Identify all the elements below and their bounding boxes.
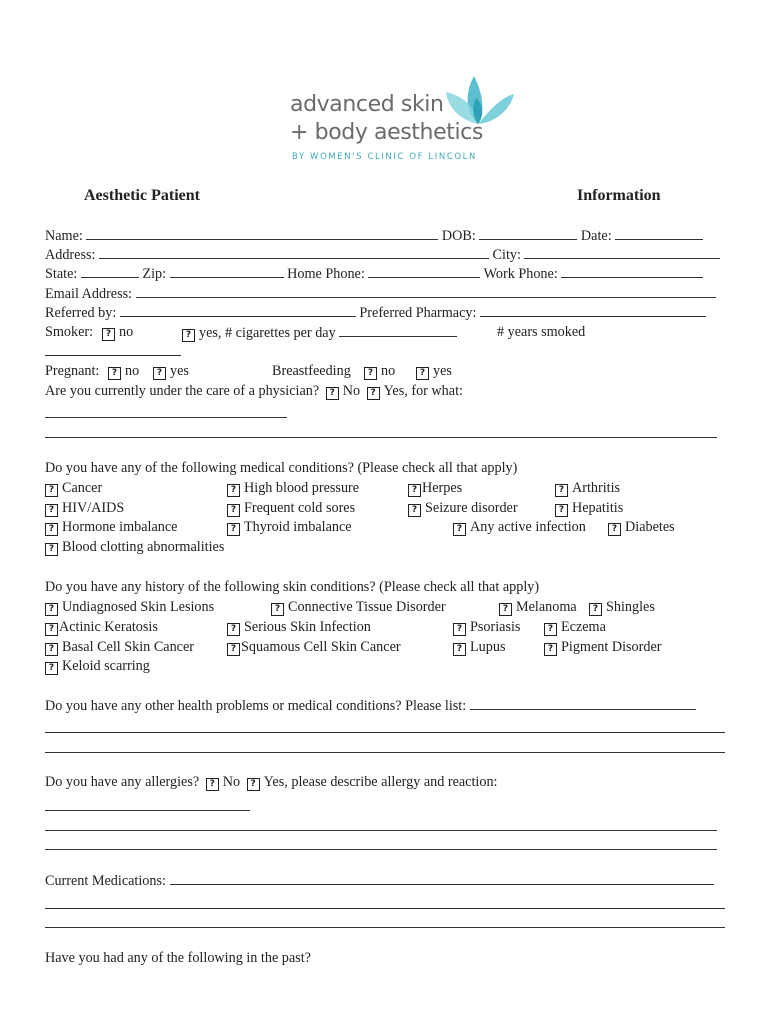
checkbox[interactable]: ? [608, 523, 621, 536]
city-label: City: [492, 247, 521, 263]
pharmacy-label: Preferred Pharmacy: [359, 305, 477, 321]
medical-option[interactable] [45, 539, 224, 556]
option-label: HIV/AIDS [62, 500, 125, 516]
name-label: Name: [45, 228, 83, 244]
other-health-question: Do you have any other health problems or medical conditions? Please list: [45, 698, 467, 714]
checkbox[interactable]: ? [108, 367, 121, 380]
years-smoked-label: # years smoked [497, 324, 586, 340]
logo-line-1: advanced skin [290, 92, 444, 117]
checkbox[interactable]: ? [45, 623, 58, 636]
skin-option[interactable] [45, 599, 214, 616]
checkbox[interactable]: ? [589, 603, 602, 616]
skin-option[interactable] [453, 639, 505, 656]
other-health-field[interactable] [470, 697, 696, 710]
option-label: Lupus [470, 639, 506, 655]
option-label: Keloid scarring [62, 658, 150, 674]
medications-line[interactable] [45, 908, 725, 909]
cigarettes-field[interactable] [339, 324, 457, 337]
pregnant-yes-option[interactable] [153, 363, 189, 380]
option-label: Shingles [606, 599, 655, 615]
option-label: Squamous Cell Skin Cancer [241, 639, 401, 655]
option-label: Connective Tissue Disorder [288, 599, 446, 615]
email-field[interactable] [136, 285, 716, 298]
checkbox[interactable]: ? [453, 523, 466, 536]
home-phone-label: Home Phone: [287, 266, 365, 282]
checkbox[interactable]: ? [45, 543, 58, 556]
dob-label: DOB: [441, 228, 476, 244]
checkbox[interactable]: ? [408, 484, 421, 497]
option-label: Basal Cell Skin Cancer [62, 639, 194, 655]
email-row [45, 285, 716, 303]
page-title-right: Information [577, 187, 661, 204]
allergies-yes-label: Yes, please describe allergy and reaction: [263, 774, 498, 790]
city-field[interactable] [524, 246, 720, 259]
allergies-question: Do you have any allergies? [45, 774, 200, 790]
checkbox[interactable]: ? [153, 367, 166, 380]
option-label: Psoriasis [470, 619, 521, 635]
years-smoked-field[interactable] [45, 355, 181, 356]
name-field[interactable] [86, 227, 438, 240]
medical-option[interactable] [227, 519, 352, 536]
physician-answer-line[interactable] [45, 437, 717, 438]
checkbox[interactable]: ? [45, 484, 58, 497]
checkbox[interactable]: ? [227, 484, 240, 497]
medical-option[interactable] [45, 519, 177, 536]
pregnant-yes-label: yes [170, 363, 189, 379]
option-label: Herpes [422, 480, 463, 496]
dob-field[interactable] [479, 227, 577, 240]
skin-option[interactable] [227, 619, 371, 636]
medical-option[interactable] [608, 519, 675, 536]
medical-option[interactable] [555, 500, 623, 517]
skin-option[interactable] [544, 639, 661, 656]
pregnant-no-label: no [125, 363, 140, 379]
medical-option[interactable] [555, 480, 620, 497]
checkbox[interactable]: ? [544, 643, 557, 656]
breastfeeding-yes-option[interactable] [416, 363, 452, 380]
address-field[interactable] [99, 246, 489, 259]
clinic-logo [290, 72, 520, 167]
zip-field[interactable] [170, 265, 284, 278]
checkbox[interactable]: ? [544, 623, 557, 636]
referral-row [45, 304, 706, 322]
checkbox[interactable]: ? [555, 484, 568, 497]
checkbox[interactable]: ? [102, 328, 115, 341]
option-label: Any active infection [470, 519, 586, 535]
medical-option[interactable] [453, 519, 586, 536]
medications-label: Current Medications: [45, 873, 166, 889]
option-label: Serious Skin Infection [244, 619, 371, 635]
other-health-line[interactable] [45, 752, 725, 753]
referred-by-label: Referred by: [45, 305, 117, 321]
option-label: Undiagnosed Skin Lesions [62, 599, 215, 615]
checkbox[interactable]: ? [453, 643, 466, 656]
option-label: Seizure disorder [425, 500, 518, 516]
medical-option[interactable] [45, 500, 124, 517]
breastfeeding-label: Breastfeeding [272, 363, 351, 379]
checkbox[interactable]: ? [227, 523, 240, 536]
contact-row [45, 265, 703, 283]
checkbox[interactable]: ? [227, 623, 240, 636]
logo-tagline: BY WOMEN'S CLINIC OF LINCOLN [292, 152, 477, 162]
skin-option[interactable] [45, 658, 150, 675]
medical-option[interactable] [227, 500, 355, 517]
smoker-no-label: no [119, 324, 134, 340]
work-phone-label: Work Phone: [483, 266, 558, 282]
checkbox[interactable]: ? [45, 603, 58, 616]
option-label: Blood clotting abnormalities [62, 539, 225, 555]
work-phone-field[interactable] [561, 265, 703, 278]
allergies-no-label: No [222, 774, 241, 790]
skin-option[interactable] [45, 619, 158, 636]
page-title-left: Aesthetic Patient [84, 187, 200, 204]
date-label: Date: [580, 228, 612, 244]
option-label: Arthritis [572, 480, 621, 496]
home-phone-field[interactable] [368, 265, 480, 278]
physician-question: Are you currently under the care of a physician? [45, 383, 320, 399]
checkbox[interactable]: ? [499, 603, 512, 616]
checkbox[interactable]: ? [408, 504, 421, 517]
physician-answer-line[interactable] [45, 417, 287, 418]
pregnant-label: Pregnant: [45, 363, 100, 379]
checkbox[interactable]: ? [555, 504, 568, 517]
pharmacy-field[interactable] [480, 304, 706, 317]
checkbox[interactable]: ? [206, 778, 219, 791]
skin-option[interactable] [499, 599, 577, 616]
checkbox[interactable]: ? [271, 603, 284, 616]
state-field[interactable] [81, 265, 139, 278]
breastfeeding-no-label: no [381, 363, 396, 379]
email-label: Email Address: [45, 286, 133, 302]
skin-option[interactable] [544, 619, 606, 636]
option-label: Pigment Disorder [561, 639, 662, 655]
state-label: State: [45, 266, 78, 282]
address-row [45, 246, 720, 264]
checkbox[interactable]: ? [45, 643, 58, 656]
option-label: Frequent cold sores [244, 500, 356, 516]
option-label: Eczema [561, 619, 606, 635]
checkbox[interactable]: ? [326, 387, 339, 400]
allergies-line[interactable] [45, 810, 250, 811]
option-label: Actinic Keratosis [59, 619, 158, 635]
address-label: Address: [45, 247, 96, 263]
smoker-yes-option[interactable] [182, 324, 457, 342]
option-label: High blood pressure [244, 480, 360, 496]
past-question: Have you had any of the following in the past? [45, 950, 311, 966]
date-field[interactable] [615, 227, 703, 240]
checkbox[interactable]: ? [227, 504, 240, 517]
allergies-line[interactable] [45, 830, 717, 831]
checkbox[interactable]: ? [227, 643, 240, 656]
medications-line[interactable] [45, 927, 725, 928]
option-label: Diabetes [625, 519, 675, 535]
checkbox[interactable]: ? [45, 504, 58, 517]
physician-no-label: No [342, 383, 361, 399]
option-label: Thyroid imbalance [244, 519, 352, 535]
allergies-line[interactable] [45, 849, 717, 850]
physician-row [45, 383, 463, 400]
checkbox[interactable]: ? [453, 623, 466, 636]
referred-by-field[interactable] [120, 304, 356, 317]
breastfeeding-no-option[interactable] [364, 363, 395, 380]
option-label: Melanoma [516, 599, 577, 615]
option-label: Hormone imbalance [62, 519, 178, 535]
medications-row [45, 872, 714, 890]
allergies-row [45, 774, 498, 791]
option-label: Hepatitis [572, 500, 624, 516]
skin-option[interactable] [589, 599, 655, 616]
skin-option[interactable] [227, 639, 401, 656]
physician-yes-label: Yes, for what: [383, 383, 463, 399]
medications-field[interactable] [170, 872, 714, 885]
other-health-row [45, 697, 696, 715]
checkbox[interactable]: ? [367, 387, 380, 400]
checkbox[interactable]: ? [45, 523, 58, 536]
checkbox[interactable]: ? [45, 662, 58, 675]
checkbox[interactable]: ? [364, 367, 377, 380]
checkbox[interactable]: ? [247, 778, 260, 791]
medical-question: Do you have any of the following medical conditions? (Please check all that apply) [45, 460, 518, 476]
skin-option[interactable] [45, 639, 194, 656]
zip-label: Zip: [142, 266, 167, 282]
option-label: Cancer [62, 480, 103, 496]
breastfeeding-yes-label: yes [433, 363, 452, 379]
smoker-no-option[interactable] [102, 324, 133, 341]
skin-question: Do you have any history of the following skin conditions? (Please check all that apply) [45, 579, 540, 595]
other-health-line[interactable] [45, 732, 725, 733]
checkbox[interactable]: ? [416, 367, 429, 380]
skin-option[interactable] [271, 599, 446, 616]
medical-option[interactable] [227, 480, 359, 497]
smoker-label: Smoker: [45, 324, 94, 340]
checkbox[interactable]: ? [182, 329, 195, 342]
pregnant-no-option[interactable] [108, 363, 139, 380]
logo-line-2: + body aesthetics [290, 120, 483, 145]
name-row [45, 227, 703, 245]
smoker-yes-label: yes, # cigarettes per day [199, 325, 336, 341]
medical-option[interactable] [408, 500, 518, 517]
medical-option[interactable] [45, 480, 102, 497]
medical-option[interactable] [408, 480, 462, 497]
skin-option[interactable] [453, 619, 520, 636]
